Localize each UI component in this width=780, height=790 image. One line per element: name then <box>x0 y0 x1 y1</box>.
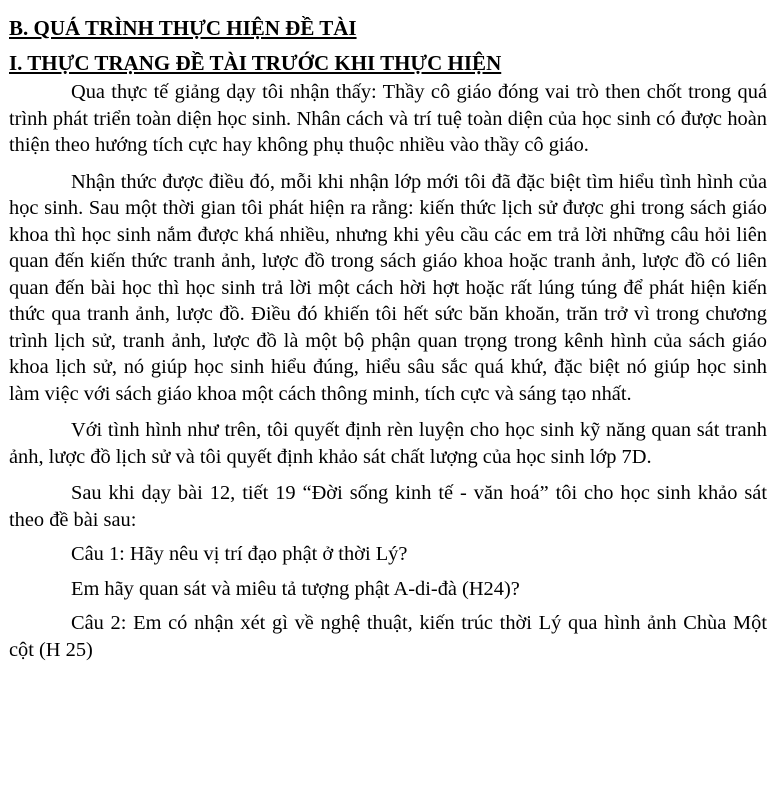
section-title: B. QUÁ TRÌNH THỰC HIỆN ĐỀ TÀI <box>9 16 357 40</box>
question-2: Câu 2: Em có nhận xét gì về nghệ thuật, kiến trúc thời Lý qua hình ảnh Chùa Một cột (H 25) <box>9 612 767 661</box>
paragraph-4: Sau khi dạy bài 12, tiết 19 “Đời sống kinh tế - văn hoá” tôi cho học sinh khảo sát theo đề bài sau: <box>9 482 767 531</box>
subsection-title: I. THỰC TRẠNG ĐỀ TÀI TRƯỚC KHI THỰC HIỆN <box>9 51 502 75</box>
paragraph-2: Nhận thức được điều đó, mỗi khi nhận lớp mới tôi đã đặc biệt tìm hiểu tình hình của học sinh. Sau một thời gian tôi phát hiện ra rằng: kiến thức lịch sử được ghi trong sách giáo khoa thì học sinh nắm được khá nhiều, nhưng khi yêu cầu các em trả lời những câu hỏi liên quan đến kiến thức tranh ảnh, lược đồ trong sách giáo khoa hoặc tranh ảnh, lược đồ có liên quan đến bài học thì học sinh trả lời một cách hời hợt hoặc rất lúng túng để phát hiện kiến thức qua tranh ảnh, lược đồ. Điều đó khiến tôi hết sức băn khoăn, trăn trở vì trong chương trình lịch sử, tranh ảnh, lược đồ là một bộ phận quan trọng trong kênh hình của sách giáo khoa lịch sử, nó giúp học sinh hiểu đúng, hiểu sâu sắc quá khứ, đặc biệt nó giúp học sinh làm việc với sách giáo khoa một cách thông minh, tích cực và sáng tạo nhất. <box>9 170 767 405</box>
paragraph-3: Với tình hình như trên, tôi quyết định rèn luyện cho học sinh kỹ năng quan sát tranh ảnh, lược đồ lịch sử và tôi quyết định khảo sát chất lượng của học sinh lớp 7D. <box>9 419 767 468</box>
document-page <box>9 14 767 663</box>
question-1: Câu 1: Hãy nêu vị trí đạo phật ở thời Lý? <box>71 543 408 565</box>
question-1-sub: Em hãy quan sát và miêu tả tượng phật A-di-đà (H24)? <box>71 577 520 600</box>
paragraph-1: Qua thực tế giảng dạy tôi nhận thấy: Thầy cô giáo đóng vai trò then chốt trong quá trình phát triển toàn diện học sinh. Nhân cách và trí tuệ toàn diện của học sinh có được hoàn thiện theo hướng tích cực hay không phụ thuộc nhiều vào thầy cô giáo. <box>9 81 767 156</box>
